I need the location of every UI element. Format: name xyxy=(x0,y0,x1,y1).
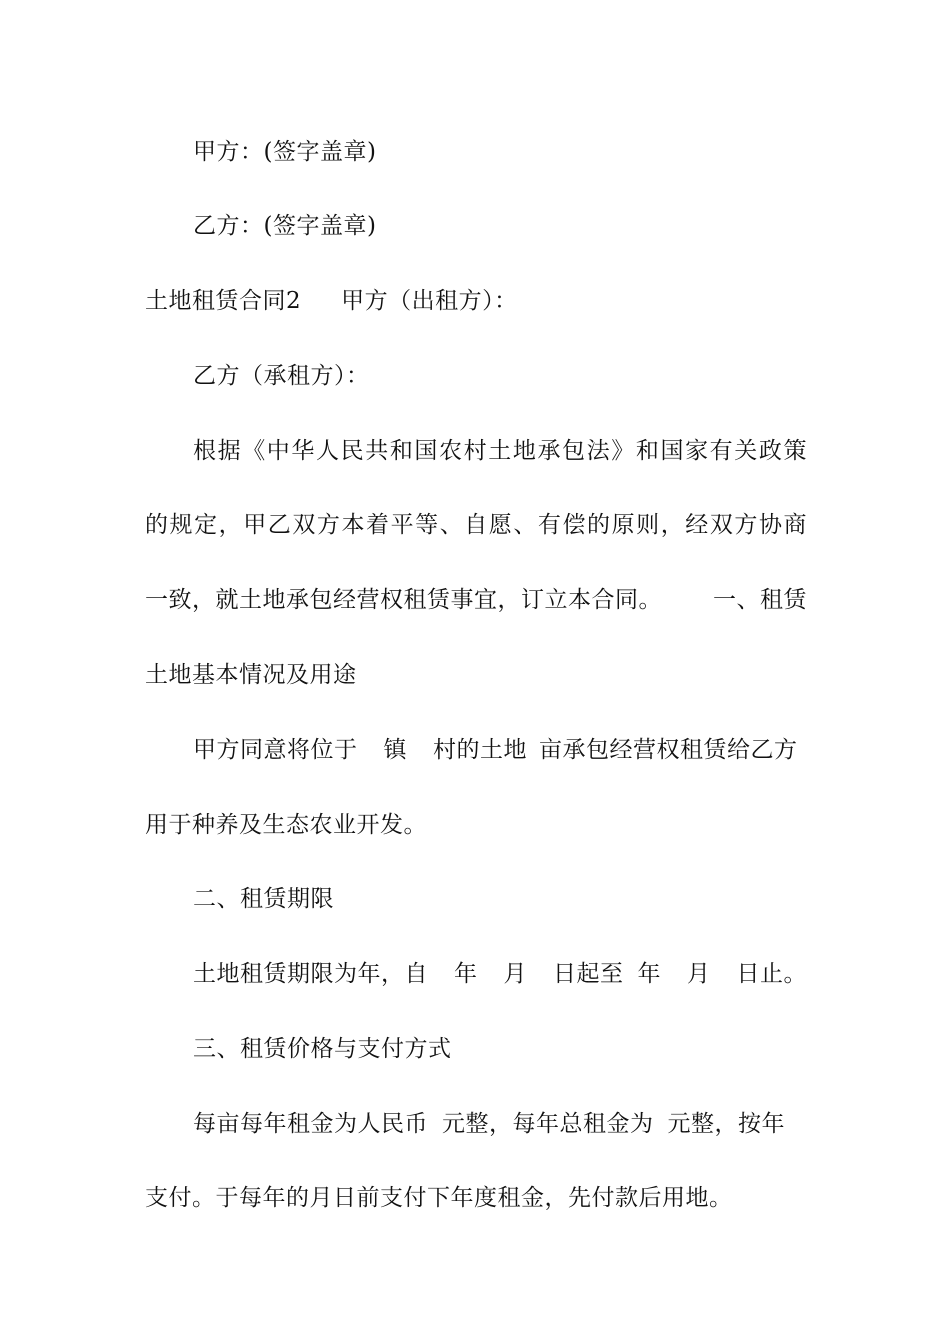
contract-party-b-label: 乙方（承租方）： xyxy=(193,363,370,389)
contract-title: 土地租赁合同2 xyxy=(145,288,302,314)
text-segment: 日起至 xyxy=(553,961,624,987)
text-segment: 月 xyxy=(503,961,527,987)
text-segment: 元整，按年 xyxy=(667,1111,785,1137)
contract-2-header-line xyxy=(145,286,807,316)
section-1-heading-start: 一、租赁 xyxy=(713,587,807,613)
preamble-line-1: 根据《中华人民共和国农村土地承包法》和国家有关政策 xyxy=(193,438,807,464)
section-1-heading-end: 土地基本情况及用途 xyxy=(145,662,357,688)
text-segment: 每亩每年租金为人民币 xyxy=(193,1111,428,1137)
section-3-heading: 三、租赁价格与支付方式 xyxy=(193,1036,452,1062)
contract-party-a-label: 甲方（出租方）： xyxy=(341,288,518,314)
text-segment: 土地租赁期限为年，自 xyxy=(193,961,428,987)
preamble-line-3 xyxy=(145,585,807,615)
preamble-line-3-text: 一致，就土地承包经营权租赁事宜，订立本合同。 xyxy=(145,587,662,613)
party-b-signature-line: 乙方：(签字盖章) xyxy=(193,213,377,239)
party-a-signature-line: 甲方：(签字盖章) xyxy=(193,139,377,165)
text-segment: 甲方同意将位于 xyxy=(193,737,358,763)
text-segment: 日止。 xyxy=(736,961,807,987)
section-2-heading: 二、租赁期限 xyxy=(193,886,334,912)
text-segment: 元整，每年总租金为 xyxy=(442,1111,654,1137)
section-2-body xyxy=(193,959,807,989)
section-3-body-line-2: 支付。于每年的月日前支付下年度租金，先付款后用地。 xyxy=(145,1185,733,1211)
section-1-body-line-1 xyxy=(193,735,807,765)
text-segment: 亩承包经营权租赁给乙方 xyxy=(539,737,798,763)
text-segment: 年 xyxy=(637,961,661,987)
text-segment: 村的土地 xyxy=(433,737,527,763)
text-segment: 镇 xyxy=(383,737,407,763)
section-3-body-line-1 xyxy=(193,1109,807,1139)
text-segment: 年 xyxy=(454,961,478,987)
preamble-line-2: 的规定，甲乙双方本着平等、自愿、有偿的原则，经双方协商 xyxy=(145,512,807,538)
text-segment: 月 xyxy=(687,961,711,987)
section-1-body-line-2: 用于种养及生态农业开发。 xyxy=(145,812,427,838)
